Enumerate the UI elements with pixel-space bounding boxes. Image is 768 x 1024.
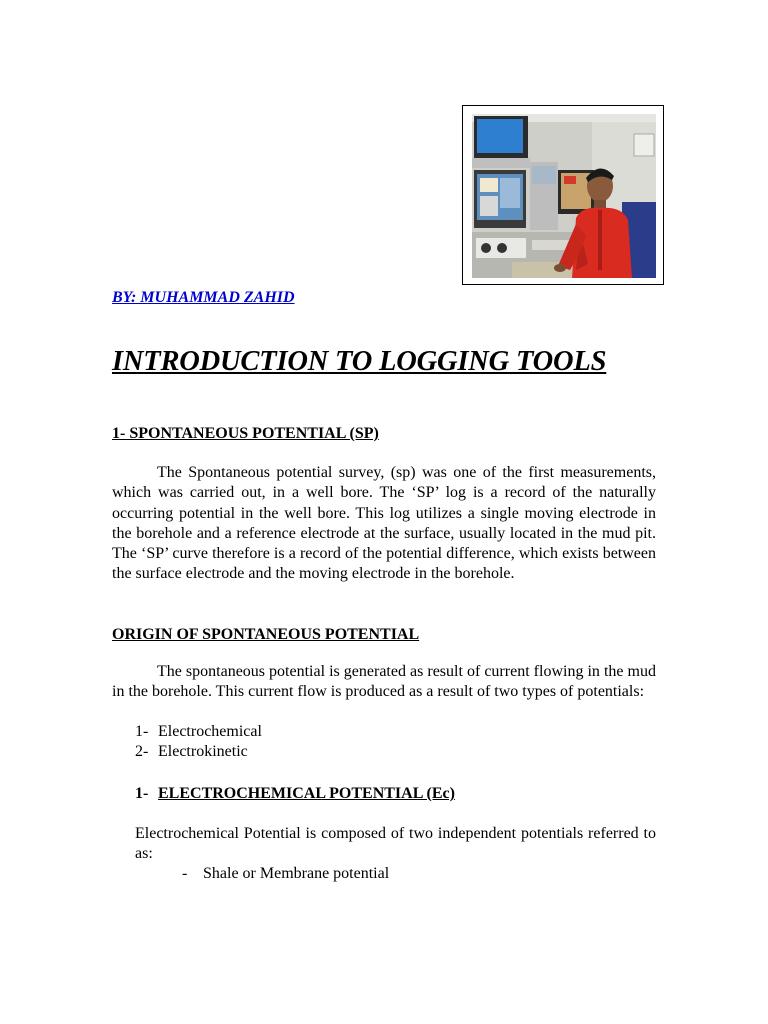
author-link[interactable]: BY: MUHAMMAD ZAHID <box>112 289 295 306</box>
list-item <box>135 743 248 761</box>
section-heading-spontaneous-potential: 1- SPONTANEOUS POTENTIAL (SP) <box>112 425 379 442</box>
list-item <box>135 723 262 741</box>
section-heading-origin: ORIGIN OF SPONTANEOUS POTENTIAL <box>112 626 420 643</box>
paragraph-electrochemical: Electrochemical Potential is composed of two independent potentials referred to as: <box>135 825 656 863</box>
author-photo-frame <box>462 105 664 285</box>
paragraph-origin: The spontaneous potential is generated as result of current flowing in the mud in the borehole. This current flow is produced as a result of two types of potentials: <box>112 663 656 701</box>
author-photo <box>472 114 656 278</box>
list-text: Electrokinetic <box>158 743 248 760</box>
subsection-number: 1- <box>135 785 149 802</box>
page-title: INTRODUCTION TO LOGGING TOOLS <box>112 346 607 377</box>
list-number: 1- <box>135 723 149 740</box>
subsection-heading <box>135 785 455 803</box>
list-text: Electrochemical <box>158 723 262 740</box>
photo-illustration <box>472 114 656 278</box>
bullet-item <box>182 865 390 883</box>
list-number: 2- <box>135 743 149 760</box>
subsection-heading-electrochemical: ELECTROCHEMICAL POTENTIAL (Ec) <box>158 785 455 802</box>
paragraph-sp-survey: The Spontaneous potential survey, (sp) was one of the first measurements, which was carried out, in a well bore. The ‘SP’ log is a record of the naturally occurring potential in the well bore. This log utilizes a single moving electrode in the borehole and a reference electrode at the surface, usually located in the mud pit. The ‘SP’ curve therefore is a record of the potential difference, which exists between the surface electrode and the moving electrode in the borehole. <box>112 464 656 583</box>
bullet-marker: - <box>182 865 188 882</box>
bullet-text: Shale or Membrane potential <box>203 865 390 882</box>
